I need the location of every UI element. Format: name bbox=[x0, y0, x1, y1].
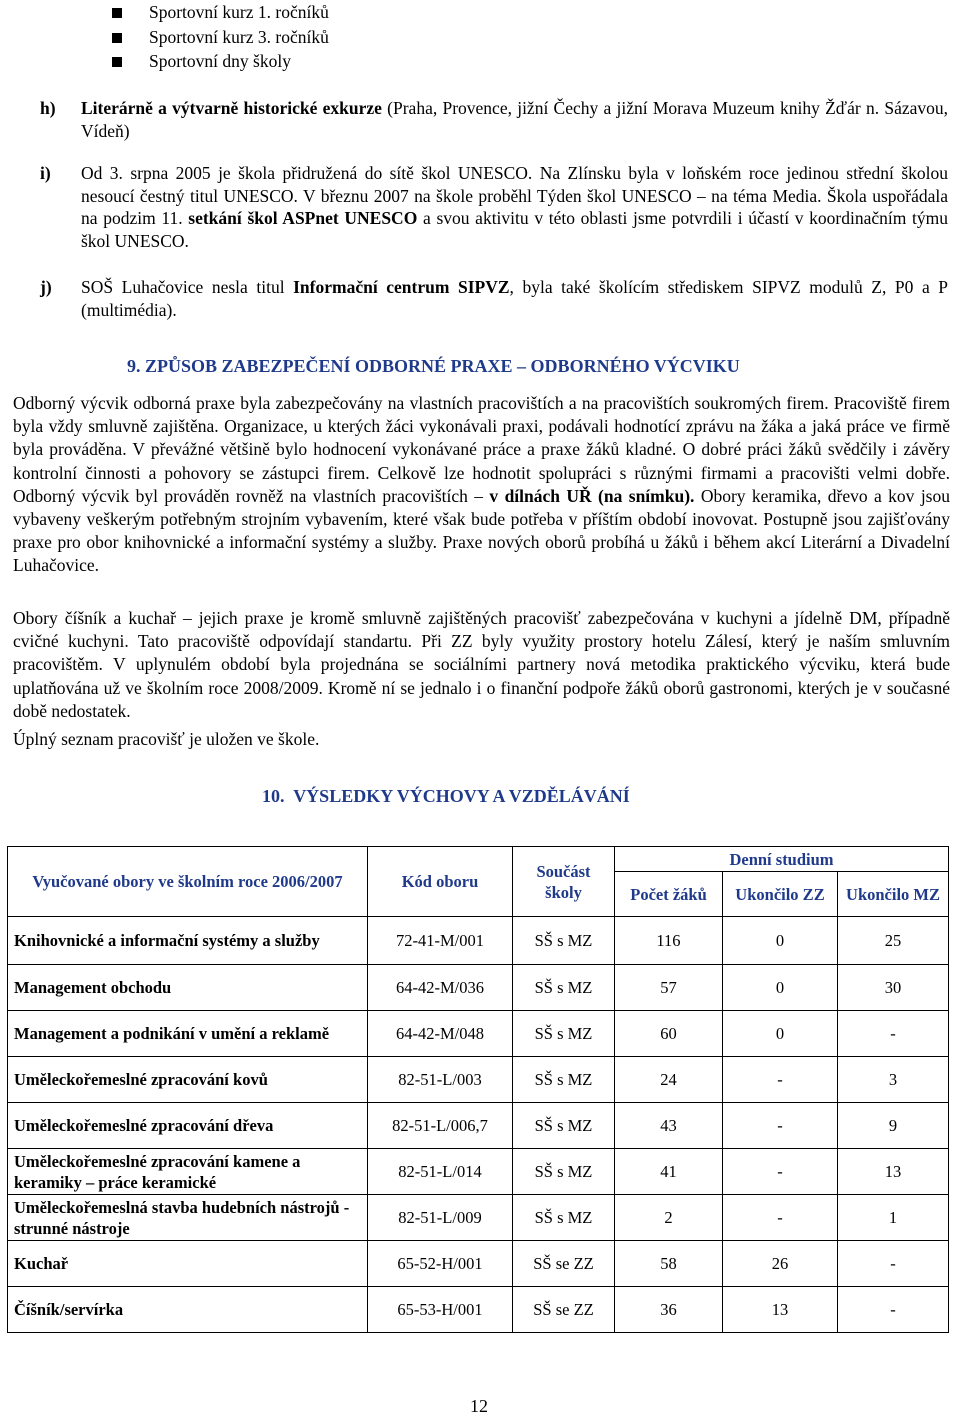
cell-mz: 25 bbox=[838, 917, 949, 965]
cell-mz: 30 bbox=[838, 965, 949, 1011]
cell-pocet: 41 bbox=[615, 1149, 723, 1195]
table-row bbox=[8, 1241, 949, 1287]
cell-pocet: 36 bbox=[615, 1287, 723, 1333]
cell-mz: 13 bbox=[838, 1149, 949, 1195]
cell-pocet: 116 bbox=[615, 917, 723, 965]
cell-soucast: SŠ se ZZ bbox=[513, 1287, 615, 1333]
cell-pocet: 60 bbox=[615, 1011, 723, 1057]
item-label-h: h) bbox=[40, 98, 56, 118]
cell-kod: 82-51-L/006,7 bbox=[368, 1103, 513, 1149]
cell-zz: 0 bbox=[723, 965, 838, 1011]
table-row bbox=[8, 1287, 949, 1333]
cell-kod: 65-53-H/001 bbox=[368, 1287, 513, 1333]
cell-soucast: SŠ s MZ bbox=[513, 1149, 615, 1195]
results-table bbox=[7, 846, 949, 1333]
cell-zz: - bbox=[723, 1103, 838, 1149]
cell-zz: - bbox=[723, 1149, 838, 1195]
item-label-i: i) bbox=[40, 163, 51, 183]
cell-mz: 3 bbox=[838, 1057, 949, 1103]
item-j-bold: Informační centrum SIPVZ bbox=[293, 277, 510, 297]
cell-soucast: SŠ s MZ bbox=[513, 917, 615, 965]
section-9-paragraph-1 bbox=[13, 392, 950, 578]
list-item: Sportovní dny školy bbox=[149, 51, 291, 71]
cell-zz: - bbox=[723, 1195, 838, 1241]
item-j-text-2: , byla také školícím střediskem SIPVZ modulů Z, P0 a P (multimédia). bbox=[81, 277, 949, 320]
cell-pocet: 58 bbox=[615, 1241, 723, 1287]
cell-kod: 82-51-L/009 bbox=[368, 1195, 513, 1241]
cell-kod: 64-42-M/048 bbox=[368, 1011, 513, 1057]
cell-pocet: 24 bbox=[615, 1057, 723, 1103]
paragraph-text: Obory keramika, dřevo a kov jsou vybaveny veškerým potřebným strojním vybavením, které však bude potřeba v příštím období inovovat. Postupně jsou zajišťovány praxe pro obor knihovnické a informační systémy a služby. Praxe nových oborů probíhá u žáků i během akcí Literární a Divadelní Luhačovice. bbox=[13, 485, 950, 576]
section-9-paragraph-3: Úplný seznam pracovišť je uložen ve škole. bbox=[13, 729, 320, 749]
header-kod: Kód oboru bbox=[368, 847, 513, 917]
cell-kod: 65-52-H/001 bbox=[368, 1241, 513, 1287]
cell-kod: 82-51-L/003 bbox=[368, 1057, 513, 1103]
list-item: Sportovní kurz 3. ročníků bbox=[149, 27, 329, 47]
cell-obor: Uměleckořemeslné zpracování kovů bbox=[8, 1057, 368, 1103]
cell-obor: Kuchař bbox=[8, 1241, 368, 1287]
section-9-title: ZPŮSOB ZABEZPEČENÍ ODBORNÉ PRAXE – ODBORNÉHO VÝCVIKU bbox=[145, 356, 740, 376]
cell-zz: 13 bbox=[723, 1287, 838, 1333]
section-10-number: 10. bbox=[262, 786, 285, 806]
item-i-text-1: Od 3. srpna 2005 je škola přidružená do sítě škol UNESCO. Na Zlínsku byla v loňském roce jedinou střední školou nesoucí čestný titul UNESCO. V březnu 2007 na škole proběhl Týden škol UNESCO – na téma Media. Škola uspořádala na podzim 11. bbox=[81, 163, 948, 228]
cell-pocet: 57 bbox=[615, 965, 723, 1011]
section-9-heading bbox=[127, 356, 740, 377]
header-soucast: Součást školy bbox=[513, 847, 615, 917]
cell-soucast: SŠ s MZ bbox=[513, 1011, 615, 1057]
item-h-rest: (Praha, Provence, jižní Čechy a jižní Morava Muzeum knihy Žďár n. Sázavou, Vídeň) bbox=[81, 98, 948, 141]
item-h-text bbox=[81, 97, 948, 142]
cell-kod: 72-41-M/001 bbox=[368, 917, 513, 965]
cell-obor: Knihovnické a informační systémy a služby bbox=[8, 917, 368, 965]
bullet-marker bbox=[112, 8, 122, 18]
table-row bbox=[8, 1195, 949, 1241]
cell-zz: - bbox=[723, 1057, 838, 1103]
cell-obor: Uměleckořemeslné zpracování dřeva bbox=[8, 1103, 368, 1149]
cell-obor: Uměleckořemeslná stavba hudebních nástrojů - strunné nástroje bbox=[8, 1195, 368, 1241]
cell-obor: Číšník/servírka bbox=[8, 1287, 368, 1333]
header-ukoncilo-mz: Ukončilo MZ bbox=[838, 872, 949, 917]
cell-zz: 0 bbox=[723, 917, 838, 965]
cell-zz: 26 bbox=[723, 1241, 838, 1287]
cell-mz: 1 bbox=[838, 1195, 949, 1241]
cell-soucast: SŠ se ZZ bbox=[513, 1241, 615, 1287]
cell-mz: - bbox=[838, 1011, 949, 1057]
cell-kod: 82-51-L/014 bbox=[368, 1149, 513, 1195]
paragraph-bold: v dílnách UŘ (na snímku). bbox=[489, 485, 695, 506]
cell-obor: Management obchodu bbox=[8, 965, 368, 1011]
cell-mz: - bbox=[838, 1287, 949, 1333]
item-j-text-1: SOŠ Luhačovice nesla titul bbox=[81, 277, 285, 297]
cell-soucast: SŠ s MZ bbox=[513, 1195, 615, 1241]
item-i-bold: setkání škol ASPnet UNESCO bbox=[188, 208, 418, 228]
section-10-title: VÝSLEDKY VÝCHOVY A VZDĚLÁVÁNÍ bbox=[293, 786, 630, 806]
item-i-text-2: a svou aktivitu v této oblasti jsme potvrdili i účastí v koordinačním týmu škol UNESCO. bbox=[81, 208, 949, 251]
table-row bbox=[8, 917, 949, 965]
section-10-heading bbox=[262, 786, 630, 807]
table-row bbox=[8, 1149, 949, 1195]
cell-soucast: SŠ s MZ bbox=[513, 1057, 615, 1103]
page-number: 12 bbox=[470, 1396, 488, 1416]
cell-soucast: SŠ s MZ bbox=[513, 1103, 615, 1149]
table-row bbox=[8, 1011, 949, 1057]
cell-pocet: 2 bbox=[615, 1195, 723, 1241]
cell-kod: 64-42-M/036 bbox=[368, 965, 513, 1011]
paragraph-text: Odborný výcvik odborná praxe byla zabezpečovány na vlastních pracovištích a na pracovištích soukromých firem. Pracoviště firem byla vždy smluvně zajištěna. Organizace, u kterých žáci vykonávali praxi, podávali hodnotící zprávu na žáka a jaká práce ve firmě byla prováděna. V převážné většině bylo hodnocení vykonávané práce a praxe žáků kladné. O dobré práci žáků svědčily i závěry kontrolní činnosti a pohovory se zástupci firem. Celkově lze hodnotit spolupráci s různými firmami a pracovišti velmi dobře. Odborný výcvik byl prováděn rovněž na vlastních pracovištích – bbox=[13, 393, 950, 506]
header-ukoncilo-zz: Ukončilo ZZ bbox=[723, 872, 838, 917]
header-obory: Vyučované obory ve školním roce 2006/2007 bbox=[8, 847, 368, 917]
header-pocet: Počet žáků bbox=[615, 872, 723, 917]
list-item: Sportovní kurz 1. ročníků bbox=[149, 2, 329, 22]
item-j-text bbox=[81, 276, 948, 321]
bullet-marker bbox=[112, 33, 122, 43]
cell-obor: Management a podnikání v umění a reklamě bbox=[8, 1011, 368, 1057]
table-row bbox=[8, 1103, 949, 1149]
cell-soucast: SŠ s MZ bbox=[513, 965, 615, 1011]
table-row bbox=[8, 965, 949, 1011]
item-h-bold: Literárně a výtvarně historické exkurze bbox=[81, 98, 382, 118]
cell-mz: - bbox=[838, 1241, 949, 1287]
section-9-number: 9. bbox=[127, 356, 141, 376]
cell-obor: Uměleckořemeslné zpracování kamene a keramiky – práce keramické bbox=[8, 1149, 368, 1195]
header-denni-studium: Denní studium bbox=[615, 847, 949, 872]
section-9-paragraph-2: Obory číšník a kuchař – jejich praxe je kromě smluvně zajištěných pracovišť zabezpečována v kuchyni a jídelně DM, případně cvičné kuchyni. Tato pracoviště odpovídají standartu. Při ZZ byly využity prostory hotelu Zálesí, který je naším smluvním pracovištěm. V uplynulém období byla projednána se sociálními partnery nová metodika praktického výcviku, která bude uplatňována už ve školním roce 2008/2009. Kromě ní se jednalo i o finanční podpoře žáků oborů gastronomi, kterých je v současné době nedostatek. bbox=[13, 608, 950, 721]
cell-pocet: 43 bbox=[615, 1103, 723, 1149]
cell-mz: 9 bbox=[838, 1103, 949, 1149]
item-label-j: j) bbox=[40, 277, 52, 297]
bullet-marker bbox=[112, 57, 122, 67]
item-i-text bbox=[81, 162, 948, 252]
cell-zz: 0 bbox=[723, 1011, 838, 1057]
table-row bbox=[8, 1057, 949, 1103]
